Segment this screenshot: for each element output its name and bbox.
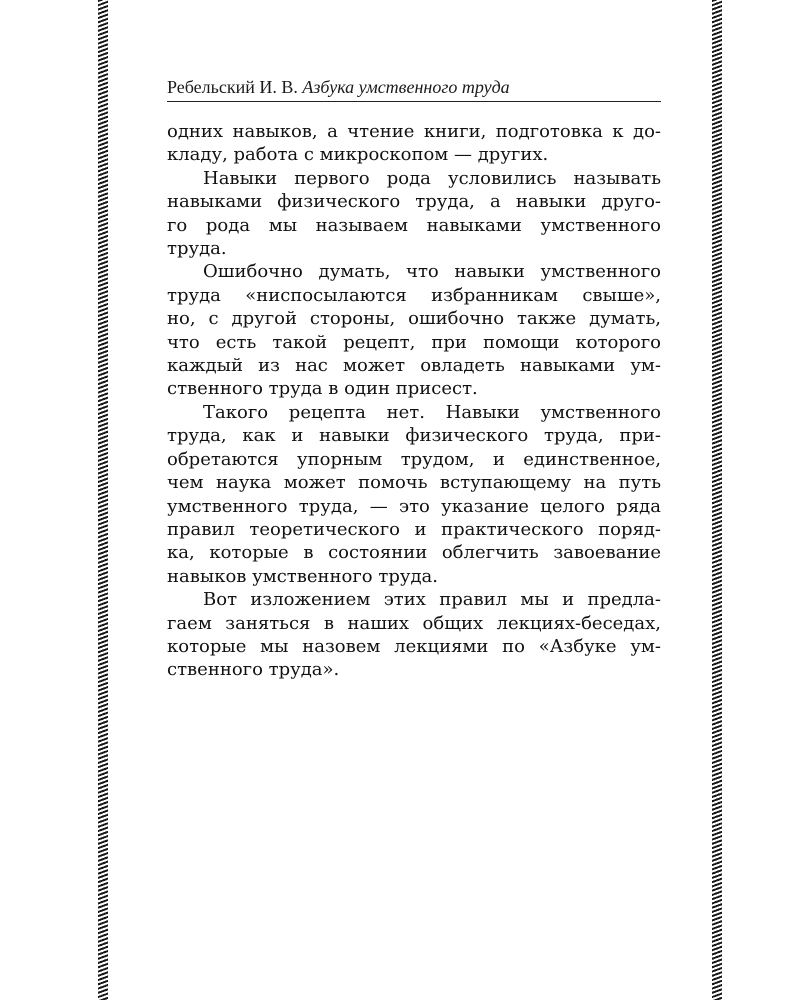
- text-line: каждый из нас может овладеть навыками ум-: [167, 355, 661, 377]
- text-line: гаем заняться в наших общих лекциях-беседах,: [167, 612, 661, 634]
- text-line: труда.: [167, 238, 227, 260]
- text-line: навыков умственного труда.: [167, 565, 438, 587]
- body-text: [167, 120, 661, 682]
- text-line: труда, как и навыки физического труда, при-: [167, 425, 661, 447]
- right-page-edge: [712, 0, 722, 1000]
- text-line: которые мы назовем лекциями по «Азбуке ум-: [167, 635, 661, 657]
- text-line: го рода мы называем навыками умственного: [167, 214, 661, 236]
- text-line: одних навыков, а чтение книги, подготовка к до-: [167, 121, 661, 142]
- running-head-title: Азбука умственного труда: [302, 77, 510, 97]
- text-line: Такого рецепта нет. Навыки умственного: [203, 401, 661, 423]
- text-line: ственного труда в один присест.: [167, 378, 478, 400]
- text-line: навыками физического труда, а навыки друго-: [167, 191, 661, 213]
- text-line: Ошибочно думать, что навыки умственного: [203, 261, 661, 283]
- running-head-author: Ребельский И. В.: [167, 77, 298, 97]
- text-line: кладу, работа с микроскопом — других.: [167, 144, 549, 166]
- text-line: что есть такой рецепт, при помощи которого: [167, 331, 661, 353]
- text-line: обретаются упорным трудом, и единственное,: [167, 448, 661, 470]
- text-line: труда «ниспосылаются избранникам свыше»,: [167, 284, 661, 306]
- text-line: правил теоретического и практического поряд-: [167, 518, 661, 540]
- running-head: [167, 76, 661, 98]
- text-line: чем наука может помочь вступающему на путь: [167, 472, 661, 494]
- text-line: ственного труда».: [167, 659, 340, 681]
- left-page-edge: [98, 0, 108, 1000]
- text-line: Навыки первого рода условились называть: [203, 167, 661, 189]
- text-line: умственного труда, — это указание целого ряда: [167, 495, 661, 517]
- text-line: ка, которые в состоянии облегчить завоевание: [167, 542, 661, 564]
- text-line: но, с другой стороны, ошибочно также думать,: [167, 308, 661, 330]
- text-line: Вот изложением этих правил мы и предла-: [203, 589, 661, 611]
- header-rule: [167, 101, 661, 102]
